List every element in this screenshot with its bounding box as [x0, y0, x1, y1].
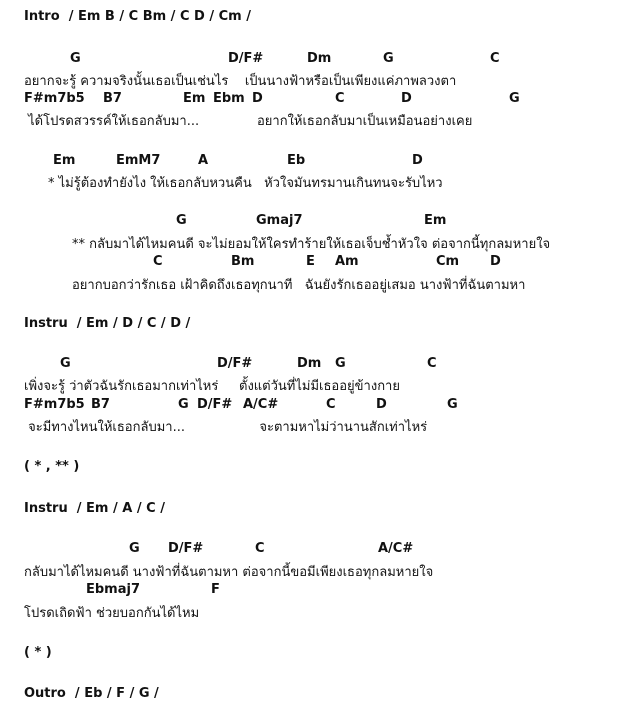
- chord: A/C#: [243, 397, 279, 412]
- lyric-line: อยากบอกว่ารักเธอ เฝ้าคิดถึงเธอทุกนาที ฉันยังรักเธออยู่เสมอ นางฟ้าที่ฉันตามหา: [72, 278, 526, 293]
- chord: C: [335, 91, 345, 106]
- lyric-line: เพิ่งจะรู้ ว่าตัวฉันรักเธอมากเท่าไหร่ ตั้งแต่วันที่ไม่มีเธออยู่ข้างกาย: [24, 379, 400, 394]
- lyric-line: ** กลับมาได้ไหมคนดี จะไม่ยอมให้ใครทำร้ายให้เธอเจ็บช้ำหัวใจ ต่อจากนี้ทุกลมหายใจ: [72, 237, 551, 252]
- lyric-line: โปรดเถิดฟ้า ช่วยบอกกันได้ไหม: [24, 606, 200, 621]
- chord: D/F#: [197, 397, 233, 412]
- chord: A: [198, 153, 209, 168]
- chord: Am: [335, 254, 359, 269]
- chord: D/F#: [168, 541, 204, 556]
- chord: C: [427, 356, 437, 371]
- chord: Cm: [436, 254, 460, 269]
- repeat-marker: ( * ): [24, 645, 52, 660]
- chord: D: [401, 91, 412, 106]
- chord: D: [490, 254, 501, 269]
- chord: Dm: [297, 356, 322, 371]
- lyric-line: จะมีทางไหนให้เธอกลับมา... จะตามหาไม่ว่านานสักเท่าไหร่: [24, 420, 428, 435]
- chord: C: [153, 254, 163, 269]
- lyric-line: * ไม่รู้ต้องทำยังไง ให้เธอกลับหวนคืน หัวใจมันทรมานเกินทนจะรับไหว: [48, 176, 443, 191]
- chord: Ebmaj7: [86, 582, 141, 597]
- chord: E: [306, 254, 315, 269]
- chord: F#m7b5: [24, 91, 85, 106]
- chord: D: [252, 91, 263, 106]
- lyric-line: ได้โปรดสวรรค์ให้เธอกลับมา... อยากให้เธอกลับมาเป็นเหมือนอย่างเคย: [24, 114, 473, 129]
- chord: G: [129, 541, 140, 556]
- instrumental-line: Instru / Em / D / C / D /: [24, 316, 191, 331]
- intro-line: Intro / Em B / C Bm / C D / Cm /: [24, 9, 251, 24]
- chord: C: [490, 51, 500, 66]
- chord: B7: [103, 91, 122, 106]
- chord: C: [255, 541, 265, 556]
- chord: C: [326, 397, 336, 412]
- chord: D/F#: [228, 51, 264, 66]
- lyric-line: อยากจะรู้ ความจริงนั้นเธอเป็นเช่นไร เป็นนางฟ้าหรือเป็นเพียงแค่ภาพลวงตา: [24, 74, 457, 89]
- chord: G: [60, 356, 71, 371]
- chord: A/C#: [378, 541, 414, 556]
- chord: EmM7: [116, 153, 161, 168]
- chord: G: [70, 51, 81, 66]
- chord: G: [509, 91, 520, 106]
- chord: Eb: [287, 153, 306, 168]
- chord: G: [383, 51, 394, 66]
- chord: Ebm: [213, 91, 245, 106]
- chord: F#m7b5: [24, 397, 85, 412]
- outro-line: Outro / Eb / F / G /: [24, 686, 159, 701]
- chord: Gmaj7: [256, 213, 303, 228]
- chord: D: [376, 397, 387, 412]
- chord: Bm: [231, 254, 255, 269]
- chord: Em: [424, 213, 447, 228]
- chord: G: [335, 356, 346, 371]
- chord: Em: [53, 153, 76, 168]
- chord: G: [447, 397, 458, 412]
- chord: F: [211, 582, 220, 597]
- lyric-line: กลับมาได้ไหมคนดี นางฟ้าที่ฉันตามหา ต่อจากนี้ขอมีเพียงเธอทุกลมหายใจ: [24, 565, 434, 580]
- chord: Dm: [307, 51, 332, 66]
- chord: B7: [91, 397, 110, 412]
- chord: G: [178, 397, 189, 412]
- chord: G: [176, 213, 187, 228]
- chord: D/F#: [217, 356, 253, 371]
- chord: D: [412, 153, 423, 168]
- chord: Em: [183, 91, 206, 106]
- repeat-marker: ( * , ** ): [24, 459, 80, 474]
- instrumental-line: Instru / Em / A / C /: [24, 501, 165, 516]
